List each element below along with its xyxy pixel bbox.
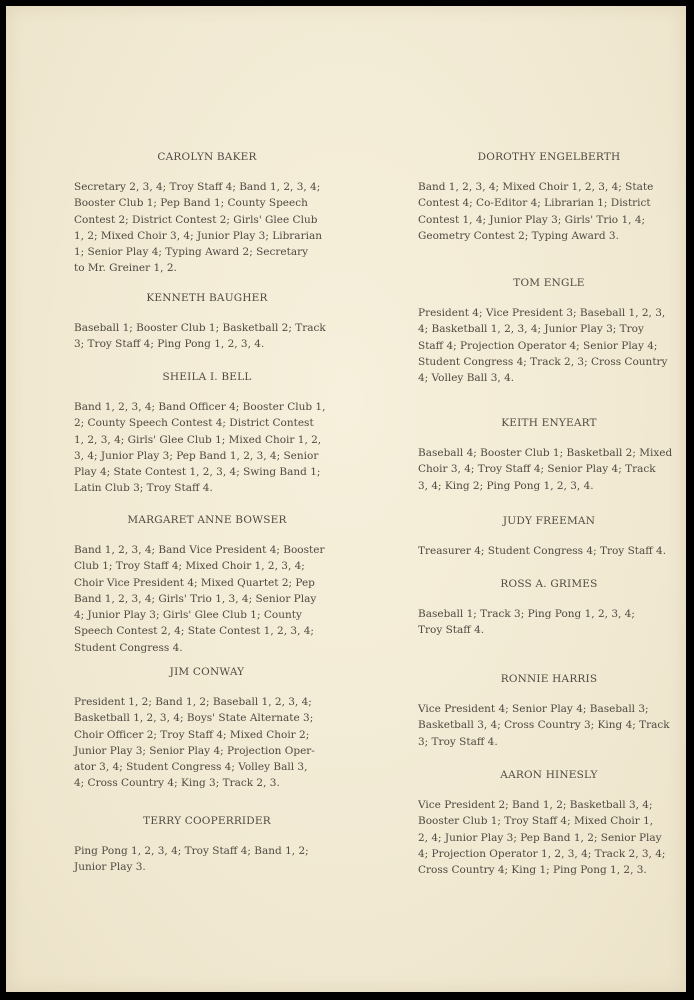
activities-line: Booster Club 1; Pep Band 1; County Speech: [74, 197, 308, 210]
activities-line: 1, 2, 3, 4; Girls' Glee Club 1; Mixed Choir 1, 2,: [74, 433, 322, 446]
student-name: JIM CONWAY: [169, 666, 245, 678]
activities-line: Latin Club 3; Troy Staff 4.: [74, 482, 213, 495]
student-entry: [418, 671, 680, 750]
student-entry: [74, 512, 340, 656]
activities-line: Baseball 4; Booster Club 1; Basketball 2; Mixed: [418, 447, 673, 459]
activities-line: Contest 1, 4; Junior Play 3; Girls' Trio 1, 4;: [418, 213, 646, 226]
activities-line: Choir Officer 2; Troy Staff 4; Mixed Choir 2;: [74, 728, 310, 741]
activities-line: Play 4; State Contest 1, 2, 3, 4; Swing Band 1;: [74, 466, 321, 479]
activities-line: Cross Country 4; King 1; Ping Pong 1, 2, 3.: [418, 864, 647, 877]
activities-line: Choir Vice President 4; Mixed Quartet 2; Pep: [74, 576, 315, 589]
student-entry: [74, 149, 340, 277]
activities-line: 3, 4; King 2; Ping Pong 1, 2, 3, 4.: [418, 479, 594, 492]
activities-line: 3; Troy Staff 4.: [418, 735, 498, 748]
activities-line: 2, 4; Junior Play 3; Pep Band 1, 2; Senior Play: [418, 831, 662, 844]
student-entry: [418, 149, 680, 244]
student-entry: [74, 664, 340, 792]
student-name: ROSS A. GRIMES: [500, 578, 598, 590]
student-name: SHEILA I. BELL: [162, 371, 252, 383]
activities-line: Junior Play 3; Senior Play 4; Projection Oper-: [74, 744, 315, 757]
student-name: KENNETH BAUGHER: [146, 292, 268, 304]
activities-line: Speech Contest 2, 4; State Contest 1, 2, 3, 4;: [74, 625, 314, 638]
activities-line: Junior Play 3.: [74, 861, 146, 874]
student-entry: [74, 813, 340, 876]
activities-line: 2; County Speech Contest 4; District Contest: [74, 417, 314, 430]
activities-line: Geometry Contest 2; Typing Award 3.: [418, 229, 619, 242]
activities-line: Booster Club 1; Troy Staff 4; Mixed Choir 1,: [418, 815, 654, 828]
activities-line: Contest 4; Co-Editor 4; Librarian 1; District: [418, 197, 651, 210]
activities-line: Club 1; Troy Staff 4; Mixed Choir 1, 2, 3, 4;: [74, 560, 305, 573]
activities-line: Staff 4; Projection Operator 4; Senior Play 4;: [418, 339, 658, 352]
activities-line: Baseball 1; Booster Club 1; Basketball 2; Track: [74, 322, 326, 334]
activities-line: 1; Senior Play 4; Typing Award 2; Secretary: [74, 246, 309, 259]
activities-line: 4; Projection Operator 1, 2, 3, 4; Track 2, 3, 4;: [418, 847, 666, 860]
activities-line: Treasurer 4; Student Congress 4; Troy Staff 4.: [418, 545, 667, 557]
student-entry: [74, 290, 340, 353]
activities-line: 4; Volley Ball 3, 4.: [418, 372, 515, 385]
activities-line: Ping Pong 1, 2, 3, 4; Troy Staff 4; Band 1, 2;: [74, 845, 309, 857]
student-entry: [418, 576, 680, 639]
activities-line: Baseball 1; Track 3; Ping Pong 1, 2, 3, 4;: [418, 608, 635, 620]
student-name: TERRY COOPERRIDER: [143, 815, 271, 827]
activities-line: 3, 4; Junior Play 3; Pep Band 1, 2, 3, 4; Senior: [74, 449, 319, 462]
activities-line: Band 1, 2, 3, 4; Girls' Trio 1, 3, 4; Senior Play: [74, 592, 317, 605]
activities-line: Vice President 4; Senior Play 4; Baseball 3;: [418, 703, 649, 715]
student-entry: [418, 415, 680, 494]
student-name: MARGARET ANNE BOWSER: [127, 514, 287, 526]
student-name: TOM ENGLE: [513, 277, 585, 289]
student-name: JUDY FREEMAN: [502, 515, 596, 527]
activities-line: 4; Junior Play 3; Girls' Glee Club 1; County: [74, 609, 302, 622]
activities-line: Student Congress 4.: [74, 641, 183, 654]
activities-line: Student Congress 4; Track 2, 3; Cross Country: [418, 355, 668, 368]
activities-line: Contest 2; District Contest 2; Girls' Glee Club: [74, 213, 318, 226]
activities-line: Vice President 2; Band 1, 2; Basketball 3, 4;: [418, 799, 653, 811]
activities-line: to Mr. Greiner 1, 2.: [74, 262, 177, 275]
student-name: CAROLYN BAKER: [157, 151, 257, 163]
activities-line: Choir 3, 4; Troy Staff 4; Senior Play 4; Track: [418, 463, 656, 476]
activities-line: Troy Staff 4.: [418, 624, 485, 637]
activities-line: 1, 2; Mixed Choir 3, 4; Junior Play 3; Librarian: [74, 229, 322, 242]
activities-line: Band 1, 2, 3, 4; Mixed Choir 1, 2, 3, 4; State: [418, 181, 654, 193]
student-name: DOROTHY ENGELBERTH: [477, 151, 621, 163]
student-entry: [418, 767, 680, 878]
activities-line: 4; Cross Country 4; King 3; Track 2, 3.: [74, 777, 280, 790]
student-entry: [418, 275, 680, 386]
student-name: AARON HINESLY: [500, 769, 598, 781]
yearbook-page: [6, 6, 686, 992]
activities-line: President 4; Vice President 3; Baseball 1, 2, 3,: [418, 307, 666, 319]
student-name: KEITH ENYEART: [501, 417, 597, 429]
activities-line: Secretary 2, 3, 4; Troy Staff 4; Band 1, 2, 3, 4;: [74, 181, 321, 193]
student-name: RONNIE HARRIS: [500, 673, 598, 685]
student-entry: [418, 513, 680, 559]
activities-line: President 1, 2; Band 1, 2; Baseball 1, 2, 3, 4;: [74, 696, 312, 708]
student-entry: [74, 369, 340, 497]
activities-line: Band 1, 2, 3, 4; Band Officer 4; Booster Club 1,: [74, 401, 326, 413]
activities-line: Basketball 1, 2, 3, 4; Boys' State Alternate 3;: [74, 712, 314, 725]
activities-line: Basketball 3, 4; Cross Country 3; King 4; Track: [418, 719, 670, 732]
activities-line: Band 1, 2, 3, 4; Band Vice President 4; Booster: [74, 544, 325, 556]
activities-line: ator 3, 4; Student Congress 4; Volley Ball 3,: [74, 761, 308, 774]
activities-line: 3; Troy Staff 4; Ping Pong 1, 2, 3, 4.: [74, 338, 265, 351]
activities-line: 4; Basketball 1, 2, 3, 4; Junior Play 3; Troy: [418, 323, 644, 336]
